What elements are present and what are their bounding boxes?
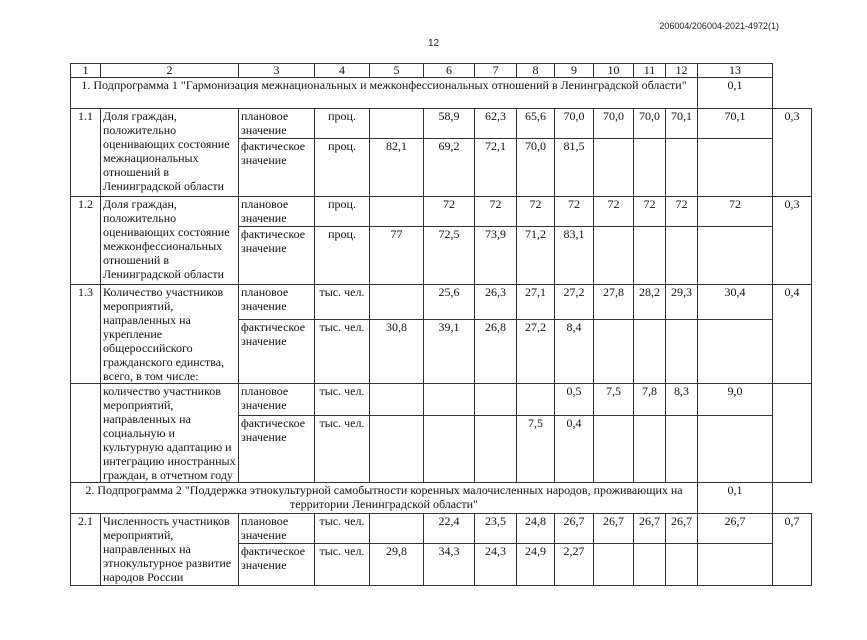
fact-value: 29,8 (370, 544, 424, 586)
fact-value: 83,1 (555, 227, 594, 285)
indicator-name: Количество участников мероприятий, направленных на укрепление общероссийского гражданского единства, всего, в том числе: (101, 285, 239, 384)
fact-value: 7,5 (517, 416, 555, 483)
fact-label: фактическое значение (239, 139, 315, 197)
row-number: 1.1 (71, 109, 101, 197)
plan-value: 58,9 (424, 109, 475, 139)
fact-value (698, 319, 773, 383)
fact-value (594, 227, 634, 285)
row-number (71, 384, 101, 483)
column-header: 6 (424, 64, 475, 78)
fact-value (594, 416, 634, 483)
unit: тыс. чел. (315, 514, 370, 544)
plan-value: 9,0 (698, 384, 773, 416)
plan-value: 72 (424, 197, 475, 227)
plan-value: 26,7 (555, 514, 594, 544)
indicator-name: Доля граждан, положительно оценивающих состояние межнациональных отношений в Ленинградской области (101, 109, 239, 197)
plan-value: 7,8 (634, 384, 666, 416)
fact-label: фактическое значение (239, 319, 315, 383)
fact-value (594, 319, 634, 383)
fact-value (634, 139, 666, 197)
plan-value: 72 (666, 197, 698, 227)
plan-value: 70,0 (594, 109, 634, 139)
plan-value: 72 (634, 197, 666, 227)
fact-value (594, 139, 634, 197)
fact-value: 81,5 (555, 139, 594, 197)
plan-value: 0,5 (555, 384, 594, 416)
plan-value: 24,8 (517, 514, 555, 544)
fact-value (634, 416, 666, 483)
unit: проц. (315, 109, 370, 139)
fact-value: 27,2 (517, 319, 555, 383)
fact-value: 77 (370, 227, 424, 285)
fact-value (698, 416, 773, 483)
plan-value: 70,0 (555, 109, 594, 139)
fact-value: 8,4 (555, 319, 594, 383)
unit: тыс. чел. (315, 319, 370, 383)
indicator-weight (773, 384, 812, 483)
indicator-name: Численность участников мероприятий, направленных на этнокультурное развитие народов России (101, 514, 239, 586)
fact-value: 73,9 (475, 227, 517, 285)
table-row (71, 109, 812, 139)
column-header: 4 (315, 64, 370, 78)
plan-value: 62,3 (475, 109, 517, 139)
table-row (71, 514, 812, 544)
plan-value (370, 384, 424, 416)
unit: проц. (315, 227, 370, 285)
plan-value: 70,1 (698, 109, 773, 139)
plan-value: 72 (594, 197, 634, 227)
column-header: 7 (475, 64, 517, 78)
plan-label: плановое значение (239, 384, 315, 416)
indicators-table (70, 63, 812, 586)
section-row (71, 78, 812, 109)
fact-value: 24,9 (517, 544, 555, 586)
fact-value (666, 544, 698, 586)
fact-value (666, 319, 698, 383)
column-header: 5 (370, 64, 424, 78)
plan-value: 72 (475, 197, 517, 227)
header-row (71, 64, 812, 78)
fact-value: 71,2 (517, 227, 555, 285)
unit: проц. (315, 197, 370, 227)
fact-value: 34,3 (424, 544, 475, 586)
indicator-weight: 0,3 (773, 109, 812, 197)
plan-value: 27,2 (555, 285, 594, 320)
column-header: 10 (594, 64, 634, 78)
column-header: 13 (698, 64, 773, 78)
table-row (71, 384, 812, 416)
unit: тыс. чел. (315, 416, 370, 483)
fact-value: 39,1 (424, 319, 475, 383)
column-header: 3 (239, 64, 315, 78)
fact-value: 2,27 (555, 544, 594, 586)
plan-value: 25,6 (424, 285, 475, 320)
plan-value: 26,7 (698, 514, 773, 544)
plan-value (370, 197, 424, 227)
plan-value: 22,4 (424, 514, 475, 544)
indicator-weight: 0,3 (773, 197, 812, 285)
section-title: 1. Подпрограмма 1 "Гармонизация межнациональных и межконфессиональных отношений в Ленинградской области" (71, 78, 698, 109)
fact-value: 0,4 (555, 416, 594, 483)
plan-label: плановое значение (239, 197, 315, 227)
fact-value: 72,1 (475, 139, 517, 197)
column-header: 12 (666, 64, 698, 78)
fact-value (666, 227, 698, 285)
plan-value: 27,8 (594, 285, 634, 320)
column-header: 1 (71, 64, 101, 78)
plan-value: 28,2 (634, 285, 666, 320)
plan-value (370, 285, 424, 320)
plan-value: 26,7 (594, 514, 634, 544)
fact-value (634, 319, 666, 383)
fact-value (594, 544, 634, 586)
fact-value: 30,8 (370, 319, 424, 383)
unit: тыс. чел. (315, 285, 370, 320)
plan-value: 29,3 (666, 285, 698, 320)
fact-value (634, 227, 666, 285)
table-row (71, 197, 812, 227)
plan-value: 30,4 (698, 285, 773, 320)
fact-value (666, 416, 698, 483)
page-number: 12 (427, 38, 440, 49)
plan-value: 70,1 (666, 109, 698, 139)
fact-value (698, 139, 773, 197)
plan-value: 72 (517, 197, 555, 227)
plan-value: 7,5 (594, 384, 634, 416)
column-header: 2 (101, 64, 239, 78)
plan-value (370, 109, 424, 139)
fact-value (475, 416, 517, 483)
plan-value: 72 (698, 197, 773, 227)
plan-value: 23,5 (475, 514, 517, 544)
unit: тыс. чел. (315, 384, 370, 416)
row-number: 1.3 (71, 285, 101, 384)
plan-value: 26,7 (666, 514, 698, 544)
section-row (71, 483, 812, 514)
fact-label: фактическое значение (239, 416, 315, 483)
plan-value (424, 384, 475, 416)
plan-value (475, 384, 517, 416)
indicator-name: количество участников мероприятий, направленных на социальную и культурную адаптацию и интеграцию иностранных граждан, в отчетном году (101, 384, 239, 483)
indicator-name: Доля граждан, положительно оценивающих состояние межконфессиональных отношений в Ленинградской области (101, 197, 239, 285)
fact-value (634, 544, 666, 586)
column-header: 8 (517, 64, 555, 78)
row-number: 2.1 (71, 514, 101, 586)
indicator-weight: 0,7 (773, 514, 812, 586)
table-row (71, 285, 812, 320)
plan-label: плановое значение (239, 285, 315, 320)
fact-value (370, 416, 424, 483)
document-id: 206004/206004-2021-4972(1) (659, 21, 779, 31)
fact-value: 69,2 (424, 139, 475, 197)
fact-value (698, 544, 773, 586)
plan-value (370, 514, 424, 544)
fact-label: фактическое значение (239, 227, 315, 285)
indicator-weight: 0,4 (773, 285, 812, 384)
plan-label: плановое значение (239, 109, 315, 139)
fact-value (666, 139, 698, 197)
plan-value (517, 384, 555, 416)
plan-value: 26,7 (634, 514, 666, 544)
fact-value: 70,0 (517, 139, 555, 197)
column-header: 9 (555, 64, 594, 78)
plan-value: 27,1 (517, 285, 555, 320)
fact-value: 24,3 (475, 544, 517, 586)
plan-value: 72 (555, 197, 594, 227)
fact-value: 82,1 (370, 139, 424, 197)
section-weight: 0,1 (698, 78, 773, 109)
section-weight: 0,1 (698, 483, 773, 514)
plan-value: 8,3 (666, 384, 698, 416)
plan-value: 70,0 (634, 109, 666, 139)
fact-value (424, 416, 475, 483)
row-number: 1.2 (71, 197, 101, 285)
section-title: 2. Подпрограмма 2 "Поддержка этнокультурной самобытности коренных малочисленных народов, проживающих на территории Ленинградской области" (71, 483, 698, 514)
unit: тыс. чел. (315, 544, 370, 586)
plan-value: 65,6 (517, 109, 555, 139)
plan-value: 26,3 (475, 285, 517, 320)
plan-label: плановое значение (239, 514, 315, 544)
column-header: 11 (634, 64, 666, 78)
fact-value: 26,8 (475, 319, 517, 383)
fact-label: фактическое значение (239, 544, 315, 586)
fact-value (698, 227, 773, 285)
unit: проц. (315, 139, 370, 197)
fact-value: 72,5 (424, 227, 475, 285)
